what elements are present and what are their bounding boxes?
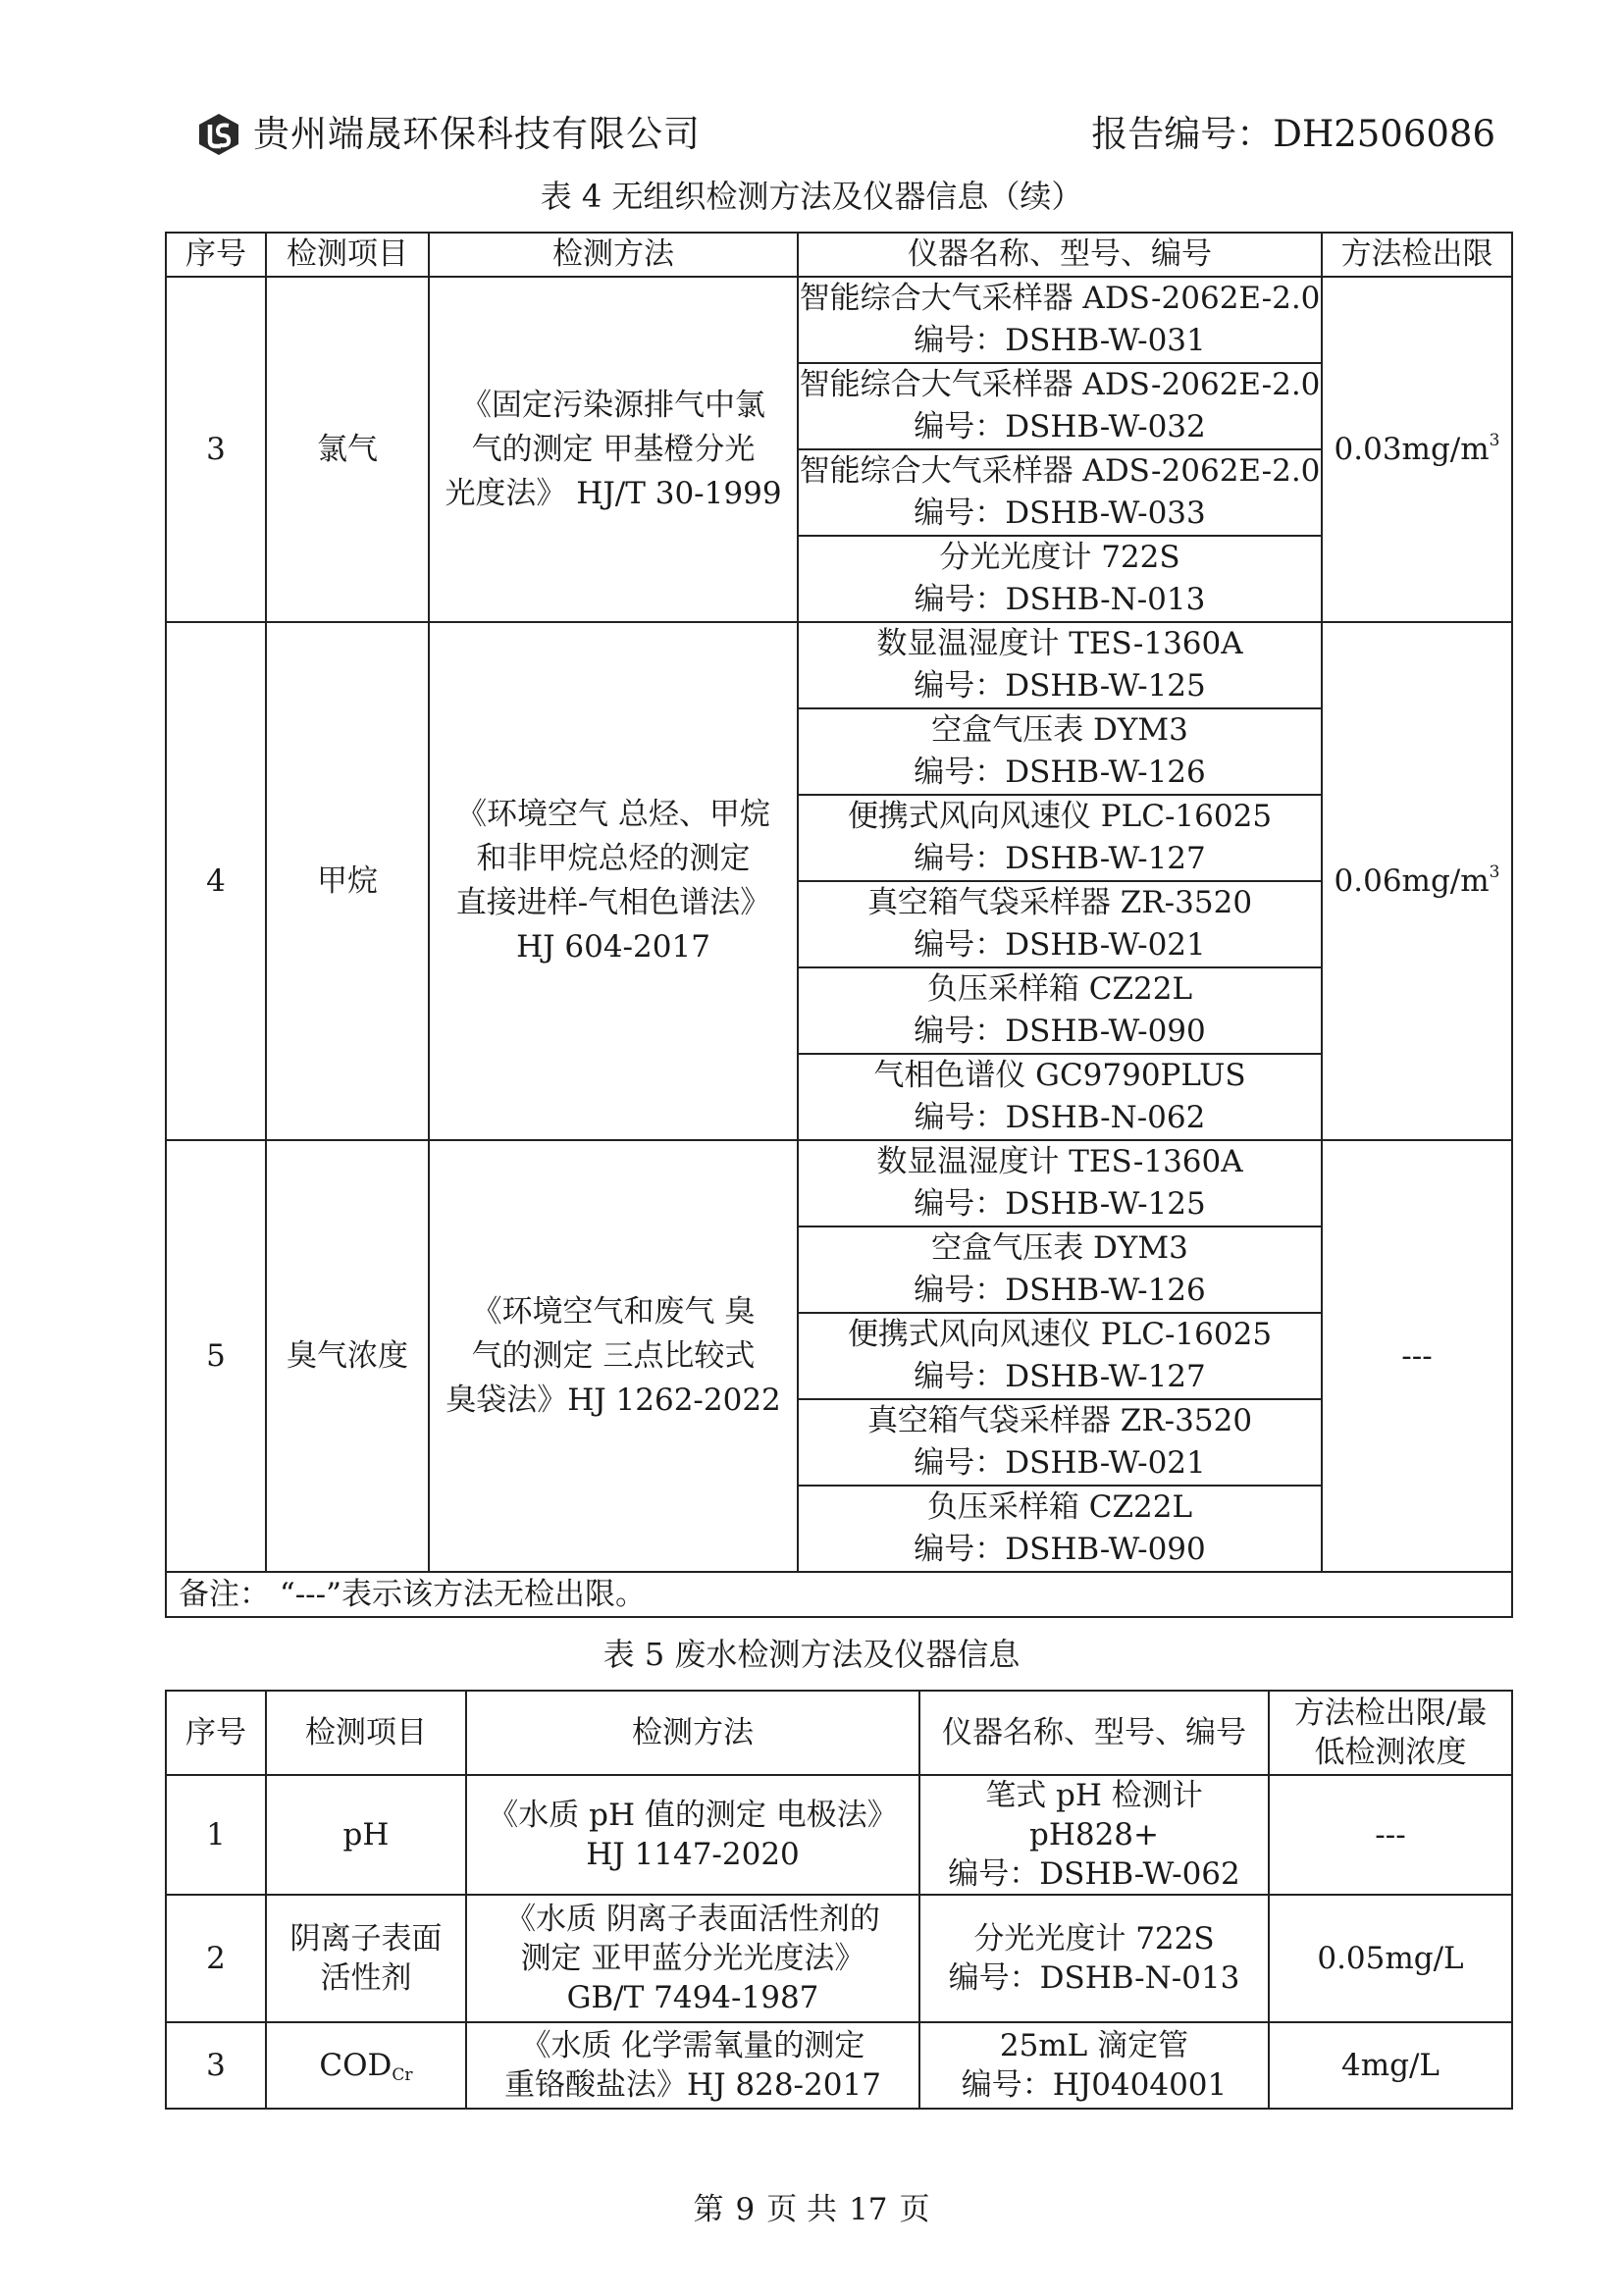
instrument-name: 智能综合大气采样器 ADS-2062E-2.0 bbox=[799, 453, 1321, 489]
instrument-name: 负压采样箱 CZ22L bbox=[926, 1489, 1193, 1525]
instrument-name: 真空箱气袋采样器 ZR-3520 bbox=[866, 885, 1253, 920]
method-line: 《水质 阴离子表面活性剂的 bbox=[505, 1902, 880, 1937]
row-number: 3 bbox=[166, 2022, 266, 2109]
instrument-code: 编号：DSHB-W-032 bbox=[914, 409, 1206, 444]
company-logo-icon bbox=[196, 112, 241, 157]
table4-col-instrument: 仪器名称、型号、编号 bbox=[798, 233, 1322, 277]
method-line: 重铬酸盐法》HJ 828-2017 bbox=[504, 2067, 881, 2103]
instrument-name: 真空箱气袋采样器 ZR-3520 bbox=[866, 1403, 1253, 1438]
instrument-line: 25mL 滴定管 bbox=[999, 2028, 1189, 2063]
instrument-name: 分光光度计 722S bbox=[939, 540, 1180, 575]
instrument-code: 编号：DSHB-W-126 bbox=[914, 1273, 1206, 1308]
instrument-cell bbox=[919, 2022, 1269, 2109]
instrument-cell bbox=[798, 449, 1322, 536]
instrument-cell bbox=[798, 536, 1322, 622]
instrument-code: 编号：DSHB-W-021 bbox=[914, 1445, 1206, 1481]
method-line: 光度法》 HJ/T 30-1999 bbox=[445, 475, 782, 511]
test-method bbox=[429, 622, 798, 1140]
test-item: 甲烷 bbox=[266, 622, 429, 1140]
instrument-name: 便携式风向风速仪 PLC-16025 bbox=[847, 799, 1273, 834]
item-line: 活性剂 bbox=[320, 1960, 412, 1996]
table-row bbox=[166, 1140, 1512, 1226]
table5 bbox=[165, 1690, 1513, 2110]
test-method bbox=[466, 1895, 919, 2022]
page-number: 9 bbox=[735, 2192, 756, 2227]
method-line: GB/T 7494-1987 bbox=[566, 1980, 819, 2015]
report-number bbox=[1091, 112, 1495, 157]
instrument-name: 负压采样箱 CZ22L bbox=[926, 971, 1193, 1007]
instrument-code: 编号：DSHB-W-127 bbox=[914, 841, 1206, 876]
instrument-name: 气相色谱仪 GC9790PLUS bbox=[873, 1058, 1246, 1093]
detection-limit bbox=[1322, 622, 1512, 1140]
item-subscript: Cr bbox=[392, 2065, 413, 2085]
instrument-code: 编号：DSHB-W-031 bbox=[914, 323, 1206, 358]
limit-unit-exponent: 3 bbox=[1489, 861, 1500, 882]
instrument-name: 数显温湿度计 TES-1360A bbox=[876, 626, 1243, 661]
instrument-cell bbox=[798, 1054, 1322, 1140]
table4-col-method: 检测方法 bbox=[429, 233, 798, 277]
instrument-code: 编号：DSHB-W-127 bbox=[914, 1359, 1206, 1394]
table4-col-limit: 方法检出限 bbox=[1322, 233, 1512, 277]
table-row bbox=[166, 1895, 1512, 2022]
limit-value: --- bbox=[1401, 1337, 1433, 1374]
instrument-cell bbox=[798, 277, 1322, 363]
table5-header-row bbox=[166, 1691, 1512, 1775]
method-line: 测定 亚甲蓝分光光度法》 bbox=[520, 1941, 865, 1976]
method-line: 直接进样-气相色谱法》 bbox=[455, 885, 771, 920]
limit-unit-exponent: 3 bbox=[1489, 430, 1500, 450]
instrument-cell bbox=[798, 363, 1322, 449]
footer-suffix: 页 bbox=[899, 2192, 930, 2227]
instrument-cell bbox=[798, 708, 1322, 795]
instrument-code: 编号：DSHB-N-013 bbox=[914, 582, 1206, 617]
table-row bbox=[166, 1775, 1512, 1895]
instrument-code: 编号：DSHB-N-062 bbox=[914, 1100, 1206, 1135]
test-item bbox=[266, 2022, 466, 2109]
instrument-name: 便携式风向风速仪 PLC-16025 bbox=[847, 1317, 1273, 1352]
method-line: 和非甲烷总烃的测定 bbox=[476, 841, 751, 876]
test-item bbox=[266, 1775, 466, 1895]
table5-col-item: 检测项目 bbox=[266, 1691, 466, 1775]
method-line: 臭袋法》HJ 1262-2022 bbox=[445, 1382, 781, 1418]
table5-col-limit bbox=[1269, 1691, 1512, 1775]
row-number: 2 bbox=[166, 1895, 266, 2022]
instrument-name: 智能综合大气采样器 ADS-2062E-2.0 bbox=[799, 281, 1321, 316]
total-pages: 17 bbox=[849, 2192, 888, 2227]
test-item: 氯气 bbox=[266, 277, 429, 622]
method-line: 《环境空气 总烃、甲烷 bbox=[456, 797, 770, 832]
page-header bbox=[196, 106, 1495, 165]
page-footer bbox=[0, 2184, 1623, 2228]
instrument-cell bbox=[919, 1775, 1269, 1895]
instrument-line: 编号：DSHB-W-062 bbox=[948, 1856, 1240, 1892]
table-row bbox=[166, 622, 1512, 708]
method-line: 《水质 化学需氧量的测定 bbox=[520, 2028, 865, 2063]
detection-limit bbox=[1322, 1140, 1512, 1572]
detection-limit bbox=[1322, 277, 1512, 622]
method-line: 气的测定 三点比较式 bbox=[471, 1337, 756, 1374]
method-line: HJ 604-2017 bbox=[516, 929, 710, 965]
method-line: 《水质 pH 值的测定 电极法》 bbox=[488, 1798, 898, 1833]
table5-col-method: 检测方法 bbox=[466, 1691, 919, 1775]
row-number: 3 bbox=[166, 277, 266, 622]
company-name: 贵州端晟环保科技有限公司 bbox=[253, 113, 701, 155]
test-method bbox=[429, 277, 798, 622]
instrument-code: 编号：DSHB-W-033 bbox=[914, 496, 1206, 531]
instrument-name: 空盒气压表 DYM3 bbox=[931, 1230, 1188, 1266]
table5-col-limit-line: 方法检出限/最 bbox=[1293, 1696, 1488, 1731]
instrument-cell bbox=[798, 1486, 1322, 1572]
instrument-cell bbox=[798, 1313, 1322, 1399]
table4 bbox=[165, 232, 1513, 1618]
instrument-name: 数显温湿度计 TES-1360A bbox=[876, 1144, 1243, 1179]
instrument-cell bbox=[798, 881, 1322, 967]
test-method bbox=[429, 1140, 798, 1572]
limit-value: 0.03mg/m bbox=[1334, 431, 1490, 467]
instrument-cell bbox=[919, 1895, 1269, 2022]
table5-col-instrument: 仪器名称、型号、编号 bbox=[919, 1691, 1269, 1775]
instrument-line: 编号：DSHB-N-013 bbox=[948, 1960, 1240, 1996]
instrument-cell bbox=[798, 1140, 1322, 1226]
instrument-code: 编号：DSHB-W-125 bbox=[914, 1186, 1206, 1222]
table-row bbox=[166, 277, 1512, 363]
footer-prefix: 第 bbox=[693, 2192, 724, 2227]
table-row bbox=[166, 2022, 1512, 2109]
instrument-line: 笔式 pH 检测计 pH828+ bbox=[985, 1778, 1203, 1852]
test-item: 臭气浓度 bbox=[266, 1140, 429, 1572]
item-line: COD bbox=[319, 2048, 393, 2083]
instrument-name: 智能综合大气采样器 ADS-2062E-2.0 bbox=[799, 367, 1321, 402]
instrument-line: 编号：HJ0404001 bbox=[961, 2067, 1228, 2103]
instrument-cell bbox=[798, 795, 1322, 881]
instrument-line: 分光光度计 722S bbox=[973, 1921, 1215, 1957]
method-line: 《环境空气和废气 臭 bbox=[471, 1293, 756, 1330]
method-line: 气的测定 甲基橙分光 bbox=[471, 431, 756, 467]
test-method bbox=[466, 2022, 919, 2109]
instrument-cell bbox=[798, 622, 1322, 708]
limit-value: 0.06mg/m bbox=[1334, 862, 1490, 899]
row-number: 4 bbox=[166, 622, 266, 1140]
table4-body bbox=[166, 277, 1512, 1572]
table5-col-no: 序号 bbox=[166, 1691, 266, 1775]
footer-mid: 页 共 bbox=[766, 2192, 838, 2227]
instrument-cell bbox=[798, 1226, 1322, 1313]
table4-note-row bbox=[166, 1572, 1512, 1617]
instrument-code: 编号：DSHB-W-021 bbox=[914, 927, 1206, 963]
instrument-cell bbox=[798, 1399, 1322, 1486]
instrument-code: 编号：DSHB-W-090 bbox=[914, 1532, 1206, 1567]
instrument-code: 编号：DSHB-W-090 bbox=[914, 1014, 1206, 1049]
test-item bbox=[266, 1895, 466, 2022]
instrument-code: 编号：DSHB-W-125 bbox=[914, 668, 1206, 704]
detection-limit: --- bbox=[1269, 1775, 1512, 1895]
table4-header-row bbox=[166, 233, 1512, 277]
item-line: pH bbox=[342, 1817, 390, 1852]
test-method bbox=[466, 1775, 919, 1895]
report-number-value: DH2506086 bbox=[1273, 113, 1495, 155]
table4-col-item: 检测项目 bbox=[266, 233, 429, 277]
instrument-name: 空盒气压表 DYM3 bbox=[931, 712, 1188, 748]
item-line: 阴离子表面 bbox=[289, 1921, 443, 1957]
method-line: HJ 1147-2020 bbox=[586, 1837, 800, 1872]
row-number: 1 bbox=[166, 1775, 266, 1895]
table5-body bbox=[166, 1775, 1512, 2109]
table4-col-no: 序号 bbox=[166, 233, 266, 277]
detection-limit: 4mg/L bbox=[1269, 2022, 1512, 2109]
instrument-cell bbox=[798, 967, 1322, 1054]
table4-caption: 表 4 无组织检测方法及仪器信息（续） bbox=[540, 178, 1083, 215]
row-number: 5 bbox=[166, 1140, 266, 1572]
report-number-label: 报告编号： bbox=[1091, 113, 1274, 155]
method-line: 《固定污染源排气中氯 bbox=[461, 387, 765, 423]
table5-col-limit-line: 低检测浓度 bbox=[1314, 1735, 1467, 1770]
instrument-code: 编号：DSHB-W-126 bbox=[914, 755, 1206, 790]
table5-caption: 表 5 废水检测方法及仪器信息 bbox=[602, 1636, 1021, 1673]
detection-limit: 0.05mg/L bbox=[1269, 1895, 1512, 2022]
table4-note: 备注： “---”表示该方法无检出限。 bbox=[166, 1572, 1512, 1617]
